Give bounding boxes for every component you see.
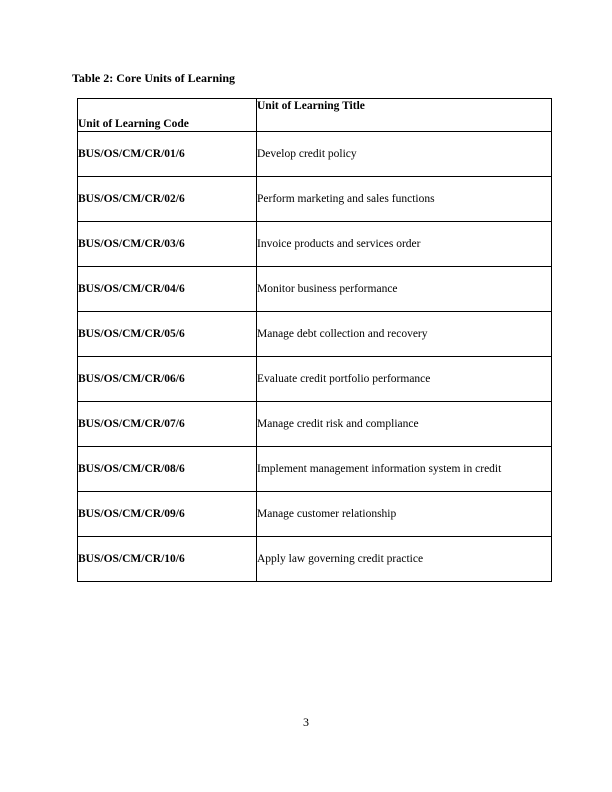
unit-code-cell: BUS/OS/CM/CR/10/6 — [78, 537, 257, 582]
table-caption: Table 2: Core Units of Learning — [72, 71, 236, 85]
unit-code-cell: BUS/OS/CM/CR/06/6 — [78, 357, 257, 402]
unit-code-cell: BUS/OS/CM/CR/02/6 — [78, 177, 257, 222]
table-row — [78, 492, 552, 537]
unit-code-cell: BUS/OS/CM/CR/08/6 — [78, 447, 257, 492]
unit-code-cell: BUS/OS/CM/CR/05/6 — [78, 312, 257, 357]
unit-title-cell: Evaluate credit portfolio performance — [257, 357, 552, 402]
core-units-table — [77, 98, 552, 582]
table-row — [78, 222, 552, 267]
unit-code-cell: BUS/OS/CM/CR/04/6 — [78, 267, 257, 312]
unit-title-cell: Implement management information system in credit — [257, 447, 552, 492]
unit-code-cell: BUS/OS/CM/CR/07/6 — [78, 402, 257, 447]
unit-title-cell: Develop credit policy — [257, 132, 552, 177]
table-row — [78, 402, 552, 447]
table-row — [78, 312, 552, 357]
header-unit-title: Unit of Learning Title — [257, 99, 552, 132]
table-row — [78, 132, 552, 177]
unit-title-cell: Perform marketing and sales functions — [257, 177, 552, 222]
page-number: 3 — [303, 715, 309, 729]
unit-title-cell: Invoice products and services order — [257, 222, 552, 267]
table-row — [78, 537, 552, 582]
table-row — [78, 177, 552, 222]
table-row — [78, 267, 552, 312]
unit-title-cell: Manage debt collection and recovery — [257, 312, 552, 357]
table-header-row — [78, 99, 552, 132]
table-row — [78, 447, 552, 492]
unit-title-cell: Apply law governing credit practice — [257, 537, 552, 582]
unit-code-cell: BUS/OS/CM/CR/09/6 — [78, 492, 257, 537]
unit-title-cell: Monitor business performance — [257, 267, 552, 312]
unit-code-cell: BUS/OS/CM/CR/01/6 — [78, 132, 257, 177]
table-row — [78, 357, 552, 402]
header-unit-code: Unit of Learning Code — [78, 99, 257, 132]
unit-title-cell: Manage credit risk and compliance — [257, 402, 552, 447]
unit-title-cell: Manage customer relationship — [257, 492, 552, 537]
unit-code-cell: BUS/OS/CM/CR/03/6 — [78, 222, 257, 267]
